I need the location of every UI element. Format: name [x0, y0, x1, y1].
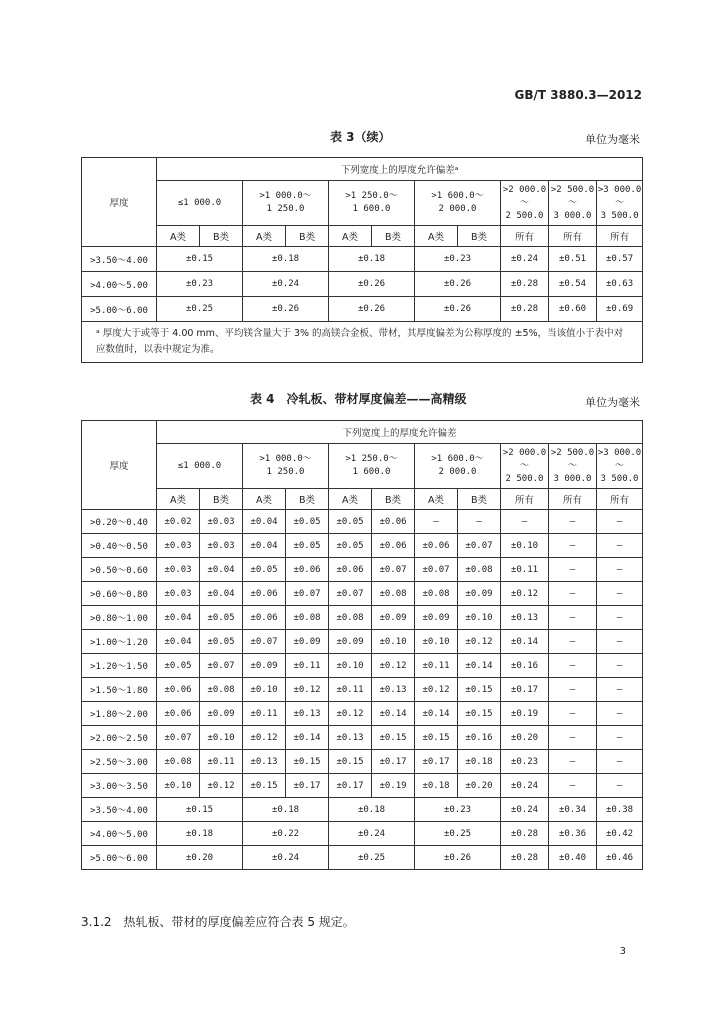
width-header	[329, 444, 415, 489]
width-header-line: ～	[615, 197, 625, 208]
value-cell: ±0.18	[458, 750, 501, 774]
value-cell: ±0.26	[415, 297, 501, 322]
thickness-cell: >1.80～2.00	[82, 702, 157, 726]
width-header-line: 2 500.0	[505, 473, 544, 484]
class-header: A类	[157, 226, 200, 247]
value-cell: ±0.13	[501, 606, 549, 630]
value-cell: ±0.03	[157, 582, 200, 606]
value-cell: —	[597, 774, 643, 798]
value-cell: ±0.26	[329, 272, 415, 297]
value-cell: ±0.15	[415, 726, 458, 750]
width-header	[415, 181, 501, 226]
value-cell: ±0.05	[286, 534, 329, 558]
value-cell: ±0.09	[372, 606, 415, 630]
value-cell: ±0.22	[243, 822, 329, 846]
value-cell: ±0.03	[200, 534, 243, 558]
class-header: B类	[372, 489, 415, 510]
value-cell: ±0.10	[501, 534, 549, 558]
value-cell: ±0.14	[415, 702, 458, 726]
value-cell: ±0.19	[501, 702, 549, 726]
thickness-cell: >0.20～0.40	[82, 510, 157, 534]
value-cell: —	[549, 654, 597, 678]
width-header	[501, 181, 549, 226]
value-cell: ±0.24	[501, 774, 549, 798]
value-cell: ±0.14	[286, 726, 329, 750]
width-header	[243, 444, 329, 489]
width-header	[157, 181, 243, 226]
value-cell: —	[597, 510, 643, 534]
table-row	[82, 702, 643, 726]
class-header: B类	[458, 226, 501, 247]
thickness-cell: >3.00～3.50	[82, 774, 157, 798]
width-header	[157, 444, 243, 489]
thickness-cell: >0.50～0.60	[82, 558, 157, 582]
table-row	[82, 272, 643, 297]
width-header-line: 2 000.0	[438, 467, 477, 477]
width-header-line: 2 500.0	[505, 210, 544, 221]
value-cell: ±0.15	[458, 678, 501, 702]
width-header-line: ～	[567, 460, 577, 471]
value-cell: —	[597, 630, 643, 654]
value-cell: ±0.11	[329, 678, 372, 702]
value-cell: ±0.04	[243, 510, 286, 534]
value-cell: ±0.14	[458, 654, 501, 678]
table-row	[82, 798, 643, 822]
class-header: 所有	[597, 489, 643, 510]
value-cell: ±0.07	[372, 558, 415, 582]
value-cell: —	[597, 606, 643, 630]
width-header-line: 1 250.0	[266, 204, 305, 214]
value-cell: —	[549, 630, 597, 654]
thickness-cell: >3.50～4.00	[82, 247, 157, 272]
value-cell: ±0.57	[597, 247, 643, 272]
width-header-line: 2 000.0	[438, 204, 477, 214]
value-cell: ±0.12	[458, 630, 501, 654]
value-cell: ±0.25	[415, 822, 501, 846]
width-header-line: >2 000.0	[502, 447, 547, 458]
value-cell: ±0.10	[329, 654, 372, 678]
width-header-line: >1 000.0～	[259, 191, 312, 201]
table4-unit: 单位为毫米	[585, 396, 640, 409]
value-cell: —	[549, 726, 597, 750]
value-cell: —	[597, 582, 643, 606]
value-cell: ±0.34	[549, 798, 597, 822]
table-footnote: ᵃ 厚度大于或等于 4.00 mm、平均镁含量大于 3% 的高镁合金板、带材，其厚度偏差为公称厚度的 ±5%，当该值小于表中对应数值时，以表中规定为准。	[82, 322, 643, 363]
width-header-line: >2 500.0	[550, 184, 595, 195]
width-header-line: >3 000.0	[597, 184, 642, 195]
width-group-header: 下列宽度上的厚度允许偏差	[157, 421, 643, 444]
table-row	[82, 678, 643, 702]
value-cell: ±0.07	[200, 654, 243, 678]
value-cell: ±0.08	[458, 558, 501, 582]
table-row	[82, 534, 643, 558]
value-cell: ±0.18	[243, 798, 329, 822]
width-header-line: >1 600.0～	[431, 454, 484, 464]
value-cell: ±0.12	[501, 582, 549, 606]
value-cell: ±0.08	[157, 750, 200, 774]
width-header-line: >2 500.0	[550, 447, 595, 458]
value-cell: —	[415, 510, 458, 534]
value-cell: ±0.17	[501, 678, 549, 702]
width-header-line: 1 600.0	[352, 467, 391, 477]
value-cell: ±0.06	[243, 582, 286, 606]
class-header: B类	[286, 489, 329, 510]
value-cell: ±0.23	[415, 798, 501, 822]
value-cell: ±0.03	[200, 510, 243, 534]
value-cell: ±0.46	[597, 846, 643, 870]
value-cell: ±0.11	[286, 654, 329, 678]
value-cell: ±0.60	[549, 297, 597, 322]
value-cell: ±0.07	[415, 558, 458, 582]
value-cell: ±0.11	[501, 558, 549, 582]
table4-caption: 表 4 冷轧板、带材厚度偏差——高精级	[250, 392, 467, 406]
value-cell: ±0.15	[286, 750, 329, 774]
value-cell: ±0.09	[243, 654, 286, 678]
value-cell: ±0.12	[243, 726, 286, 750]
width-group-header: 下列宽度上的厚度允许偏差ᵃ	[157, 158, 643, 181]
value-cell: ±0.09	[286, 630, 329, 654]
value-cell: ±0.24	[243, 846, 329, 870]
table4	[81, 420, 643, 870]
clause-text: 3.1.2 热轧板、带材的厚度偏差应符合表 5 规定。	[81, 915, 355, 929]
thickness-cell: >5.00～6.00	[82, 297, 157, 322]
thickness-cell: >1.00～1.20	[82, 630, 157, 654]
value-cell: ±0.28	[501, 822, 549, 846]
value-cell: ±0.08	[329, 606, 372, 630]
value-cell: ±0.51	[549, 247, 597, 272]
value-cell: ±0.04	[157, 630, 200, 654]
value-cell: ±0.04	[243, 534, 286, 558]
width-header-line: >1 600.0～	[431, 191, 484, 201]
value-cell: ±0.26	[415, 272, 501, 297]
value-cell: ±0.10	[415, 630, 458, 654]
value-cell: ±0.06	[415, 534, 458, 558]
value-cell: ±0.17	[286, 774, 329, 798]
value-cell: ±0.26	[329, 297, 415, 322]
value-cell: ±0.20	[458, 774, 501, 798]
value-cell: ±0.10	[243, 678, 286, 702]
table-row	[82, 846, 643, 870]
value-cell: ±0.15	[329, 750, 372, 774]
thickness-cell: >2.50～3.00	[82, 750, 157, 774]
table-row	[82, 726, 643, 750]
table-row	[82, 774, 643, 798]
width-header	[549, 444, 597, 489]
value-cell: ±0.09	[200, 702, 243, 726]
value-cell: ±0.42	[597, 822, 643, 846]
value-cell: ±0.25	[157, 297, 243, 322]
table-row	[82, 510, 643, 534]
width-header-line: 3 000.0	[553, 210, 592, 221]
width-header	[597, 181, 643, 226]
value-cell: ±0.11	[415, 654, 458, 678]
class-header: 所有	[501, 489, 549, 510]
width-header	[243, 181, 329, 226]
value-cell: ±0.25	[329, 846, 415, 870]
value-cell: —	[597, 750, 643, 774]
width-header-line: ～	[615, 460, 625, 471]
value-cell: ±0.12	[329, 702, 372, 726]
width-header-line: 3 500.0	[600, 210, 639, 221]
value-cell: ±0.05	[157, 654, 200, 678]
thickness-cell: >4.00～5.00	[82, 272, 157, 297]
table-row	[82, 297, 643, 322]
class-header: 所有	[501, 226, 549, 247]
value-cell: —	[597, 654, 643, 678]
value-cell: ±0.20	[501, 726, 549, 750]
value-cell: ±0.15	[458, 702, 501, 726]
value-cell: —	[549, 678, 597, 702]
value-cell: ±0.03	[157, 534, 200, 558]
value-cell: ±0.03	[157, 558, 200, 582]
value-cell: ±0.09	[415, 606, 458, 630]
value-cell: ±0.18	[415, 774, 458, 798]
value-cell: ±0.16	[501, 654, 549, 678]
thickness-cell: >0.80～1.00	[82, 606, 157, 630]
value-cell: ±0.04	[200, 582, 243, 606]
width-header	[329, 181, 415, 226]
value-cell: ±0.07	[329, 582, 372, 606]
class-header: B类	[458, 489, 501, 510]
value-cell: ±0.12	[286, 678, 329, 702]
thickness-cell: >2.00～2.50	[82, 726, 157, 750]
value-cell: —	[597, 558, 643, 582]
value-cell: ±0.06	[157, 702, 200, 726]
value-cell: ±0.12	[200, 774, 243, 798]
class-header: A类	[329, 489, 372, 510]
value-cell: ±0.06	[372, 510, 415, 534]
value-cell: ±0.06	[329, 558, 372, 582]
value-cell: ±0.15	[243, 774, 286, 798]
value-cell: ±0.09	[329, 630, 372, 654]
value-cell: ±0.10	[372, 630, 415, 654]
value-cell: —	[597, 534, 643, 558]
value-cell: ±0.36	[549, 822, 597, 846]
class-header: A类	[415, 226, 458, 247]
width-header	[415, 444, 501, 489]
width-header-line: 1 250.0	[266, 467, 305, 477]
value-cell: ±0.28	[501, 272, 549, 297]
value-cell: ±0.07	[458, 534, 501, 558]
thickness-cell: >0.60～0.80	[82, 582, 157, 606]
value-cell: ±0.10	[458, 606, 501, 630]
value-cell: ±0.15	[157, 247, 243, 272]
page-number: 3	[619, 946, 626, 957]
value-cell: ±0.06	[372, 534, 415, 558]
value-cell: ±0.26	[415, 846, 501, 870]
value-cell: ±0.20	[157, 846, 243, 870]
value-cell: ±0.23	[157, 272, 243, 297]
table-row	[82, 822, 643, 846]
class-header: A类	[243, 226, 286, 247]
value-cell: —	[549, 750, 597, 774]
thickness-cell: >0.40～0.50	[82, 534, 157, 558]
value-cell: ±0.09	[458, 582, 501, 606]
value-cell: —	[549, 534, 597, 558]
value-cell: ±0.14	[501, 630, 549, 654]
value-cell: ±0.13	[243, 750, 286, 774]
value-cell: ±0.06	[157, 678, 200, 702]
table-row	[82, 582, 643, 606]
class-header: 所有	[549, 226, 597, 247]
value-cell: ±0.26	[243, 297, 329, 322]
table3	[81, 157, 643, 363]
value-cell: ±0.08	[200, 678, 243, 702]
value-cell: ±0.05	[243, 558, 286, 582]
class-header: A类	[329, 226, 372, 247]
value-cell: ±0.06	[286, 558, 329, 582]
value-cell: ±0.05	[286, 510, 329, 534]
value-cell: ±0.05	[329, 534, 372, 558]
width-header-line: >2 000.0	[502, 184, 547, 195]
table-row	[82, 558, 643, 582]
width-header	[549, 181, 597, 226]
table-row	[82, 606, 643, 630]
value-cell: ±0.11	[243, 702, 286, 726]
value-cell: ±0.05	[200, 630, 243, 654]
value-cell: ±0.15	[372, 726, 415, 750]
width-header-line: >3 000.0	[597, 447, 642, 458]
width-header-line: >1 250.0～	[345, 191, 398, 201]
class-header: B类	[200, 226, 243, 247]
value-cell: ±0.08	[372, 582, 415, 606]
thickness-header: 厚度	[82, 158, 157, 247]
value-cell: ±0.08	[286, 606, 329, 630]
width-header-line: 3 500.0	[600, 473, 639, 484]
thickness-cell: >5.00～6.00	[82, 846, 157, 870]
table3-caption: 表 3（续）	[330, 130, 391, 144]
value-cell: ±0.24	[329, 822, 415, 846]
value-cell: ±0.14	[372, 702, 415, 726]
value-cell: —	[597, 726, 643, 750]
value-cell: ±0.18	[329, 247, 415, 272]
value-cell: ±0.07	[286, 582, 329, 606]
value-cell: —	[597, 702, 643, 726]
value-cell: ±0.05	[200, 606, 243, 630]
value-cell: ±0.19	[372, 774, 415, 798]
value-cell: ±0.40	[549, 846, 597, 870]
value-cell: ±0.07	[157, 726, 200, 750]
value-cell: —	[501, 510, 549, 534]
value-cell: ±0.15	[157, 798, 243, 822]
value-cell: ±0.23	[415, 247, 501, 272]
value-cell: ±0.13	[372, 678, 415, 702]
value-cell: ±0.23	[501, 750, 549, 774]
class-header: 所有	[549, 489, 597, 510]
table-row	[82, 654, 643, 678]
width-header-line: >1 000.0～	[259, 454, 312, 464]
value-cell: ±0.10	[157, 774, 200, 798]
width-header	[501, 444, 549, 489]
value-cell: ±0.24	[501, 798, 549, 822]
value-cell: ±0.13	[329, 726, 372, 750]
width-header-line: ～	[519, 197, 529, 208]
class-header: A类	[243, 489, 286, 510]
value-cell: —	[549, 606, 597, 630]
value-cell: —	[458, 510, 501, 534]
width-header-line: 1 600.0	[352, 204, 391, 214]
value-cell: ±0.06	[243, 606, 286, 630]
table-row	[82, 750, 643, 774]
value-cell: ±0.18	[329, 798, 415, 822]
value-cell: ±0.28	[501, 846, 549, 870]
value-cell: ±0.07	[243, 630, 286, 654]
value-cell: ±0.10	[200, 726, 243, 750]
width-header	[597, 444, 643, 489]
width-header-line: ≤1 000.0	[177, 460, 222, 471]
class-header: A类	[157, 489, 200, 510]
class-header: 所有	[597, 226, 643, 247]
table-row	[82, 247, 643, 272]
value-cell: ±0.04	[157, 606, 200, 630]
value-cell: ±0.12	[415, 678, 458, 702]
table3-unit: 单位为毫米	[585, 133, 640, 146]
value-cell: —	[597, 678, 643, 702]
thickness-cell: >1.50～1.80	[82, 678, 157, 702]
value-cell: ±0.18	[243, 247, 329, 272]
table-row	[82, 630, 643, 654]
value-cell: ±0.02	[157, 510, 200, 534]
value-cell: ±0.11	[200, 750, 243, 774]
value-cell: ±0.28	[501, 297, 549, 322]
width-header-line: 3 000.0	[553, 473, 592, 484]
class-header: A类	[415, 489, 458, 510]
value-cell: —	[549, 702, 597, 726]
thickness-cell: >3.50～4.00	[82, 798, 157, 822]
value-cell: —	[549, 582, 597, 606]
width-header-line: ～	[519, 460, 529, 471]
value-cell: ±0.24	[243, 272, 329, 297]
width-header-line: ≤1 000.0	[177, 197, 222, 208]
value-cell: ±0.38	[597, 798, 643, 822]
value-cell: ±0.08	[415, 582, 458, 606]
value-cell: ±0.63	[597, 272, 643, 297]
class-header: B类	[372, 226, 415, 247]
value-cell: ±0.04	[200, 558, 243, 582]
width-header-line: >1 250.0～	[345, 454, 398, 464]
width-header-line: ～	[567, 197, 577, 208]
value-cell: ±0.18	[157, 822, 243, 846]
value-cell: ±0.17	[329, 774, 372, 798]
class-header: B类	[200, 489, 243, 510]
value-cell: ±0.05	[329, 510, 372, 534]
thickness-header: 厚度	[82, 421, 157, 510]
value-cell: ±0.13	[286, 702, 329, 726]
value-cell: —	[549, 558, 597, 582]
value-cell: ±0.69	[597, 297, 643, 322]
value-cell: ±0.24	[501, 247, 549, 272]
value-cell: —	[549, 510, 597, 534]
value-cell: ±0.16	[458, 726, 501, 750]
value-cell: ±0.17	[415, 750, 458, 774]
thickness-cell: >1.20～1.50	[82, 654, 157, 678]
standard-code: GB/T 3880.3—2012	[514, 88, 642, 102]
value-cell: ±0.17	[372, 750, 415, 774]
value-cell: ±0.12	[372, 654, 415, 678]
thickness-cell: >4.00～5.00	[82, 822, 157, 846]
class-header: B类	[286, 226, 329, 247]
value-cell: —	[549, 774, 597, 798]
value-cell: ±0.54	[549, 272, 597, 297]
